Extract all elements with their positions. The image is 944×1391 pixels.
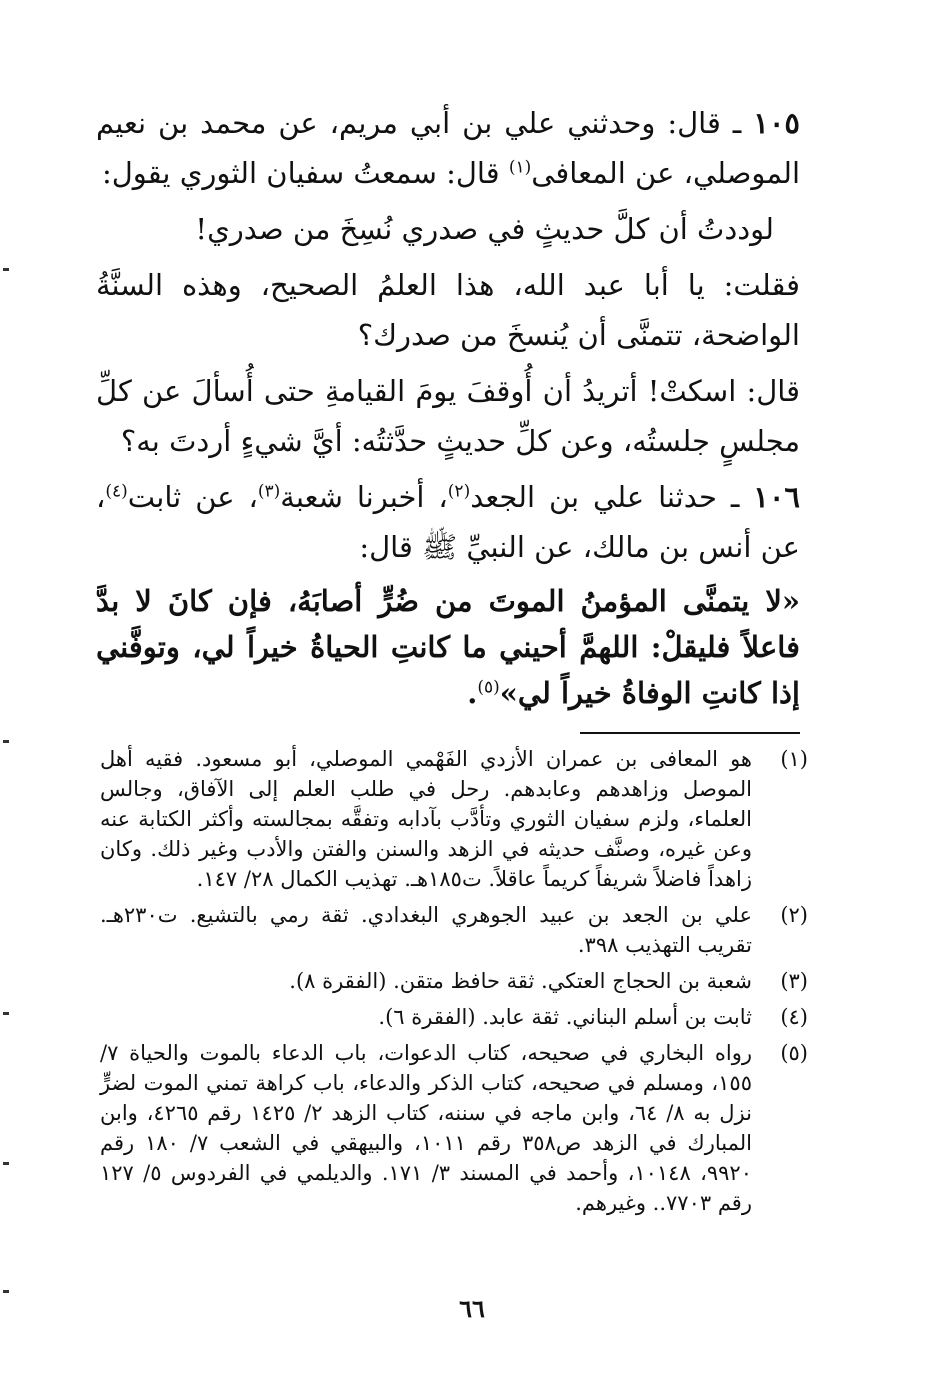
footnote-number: (٥)	[780, 1041, 808, 1065]
footnote-number: (٢)	[780, 903, 808, 927]
footnote-number: (٤)	[780, 1005, 808, 1029]
hadith-text	[96, 578, 800, 716]
hadith-body: «لا يتمنَّى المؤمنُ الموتَ من ضُرٍّ أصابَهُ، فإن كانَ لا بدَّ فاعلاً فليقلْ: اللهمَّ أحيني ما كانتِ الحياةُ خيراً لي، وتوفَّني إذا كانتِ الوفاةُ خيراً لي»	[96, 584, 800, 710]
footnote	[100, 744, 808, 894]
footnote-number: (٣)	[780, 969, 808, 993]
paragraph-text: ـ حدثنا علي بن الجعد	[470, 480, 754, 514]
footnote-ref: (٤)	[105, 481, 128, 502]
paragraph-106	[96, 472, 800, 572]
footnote-text: رواه البخاري في صحيحه، كتاب الدعوات، باب الدعاء بالموت والحياة ٧/ ١٥٥، ومسلم في صحيحه، كتاب الذكر والدعاء، باب كراهة تمني الموت لضرٍّ نزل به ٨/ ٦٤، وابن ماجه في سننه، كتاب الزهد ٢/ ١٤٢٥ رقم ٤٢٦٥، وابن المبارك في الزهد ص٣٥٨ رقم ١٠١١، والبيهقي في الشعب ٧/ ١٨٠ رقم ٩٩٢٠، ١٠١٤٨، وأحمد في المسند ٣/ ١٧١. والديلمي في الفردوس ٥/ ١٢٧ رقم ٧٧٠٣.. وغيرهم.	[100, 1041, 752, 1215]
paragraph-text: ، أخبرنا شعبة	[280, 480, 448, 514]
page-number: ٦٦	[459, 1294, 485, 1323]
quote-text: لوددتُ أن كلَّ حديثٍ في صدري نُسِخَ من صدري!	[195, 212, 774, 246]
scan-mark	[3, 1012, 9, 1015]
footnote	[100, 1002, 808, 1032]
footnote	[100, 966, 808, 996]
footnote-divider	[580, 732, 800, 734]
footnote-ref: (٥)	[477, 677, 500, 698]
footnote-text: علي بن الجعد بن عبيد الجوهري البغدادي. ثقة رمي بالتشيع. ت٢٣٠هـ. تقريب التهذيب ٣٩٨.	[100, 903, 752, 957]
scan-mark	[3, 1290, 9, 1293]
footnotes	[100, 744, 808, 1224]
footnote	[100, 900, 808, 960]
footnote-text: هو المعافى بن عمران الأزدي الفَهْمي الموصلي، أبو مسعود. فقيه أهل الموصل وزاهدهم وعابدهم. رحل في طلب العلم إلى الآفاق، وجالس العلماء، ولزم سفيان الثوري وتأدَّب بآدابه وتفقَّه بمجالسته وأكثر الكتابة عنه وعن غيره، وصنَّف حديثه في الزهد والسنن والفتن والأدب وغير ذلك. وكان زاهداً فاضلاً شريفاً كريماً عاقلاً. ت١٨٥هـ. تهذيب الكمال ٢٨/ ١٤٧.	[100, 747, 752, 891]
answer-paragraph: قال: اسكتْ! أتريدُ أن أُوقفَ يومَ القيامةِ حتى أُسألَ عن كلِّ مجلسٍ جلستُه، وعن كلِّ حديثٍ حدَّثتُه: أيَّ شيءٍ أردتَ به؟	[96, 374, 800, 458]
hadith-end: .	[467, 676, 478, 710]
main-text	[96, 98, 800, 716]
paragraph-text: ، عن ثابت	[127, 480, 258, 514]
paragraph-text: ـ قال: وحدثني علي بن أبي مريم، عن محمد بن نعيم الموصلي، عن المعافى	[96, 106, 800, 190]
paragraph-number: ١٠٥	[753, 106, 800, 140]
footnote-text: شعبة بن الحجاج العتكي. ثقة حافظ متقن. (الفقرة ٨).	[289, 969, 752, 993]
footnote	[100, 1038, 808, 1218]
footnote-ref: (٣)	[257, 481, 281, 502]
scan-mark	[3, 740, 9, 743]
paragraph-105	[96, 98, 800, 198]
paragraph-number: ١٠٦	[753, 480, 800, 514]
footnote-number: (١)	[780, 747, 808, 771]
scan-mark	[3, 268, 9, 271]
question-paragraph: فقلت: يا أبا عبد الله، هذا العلمُ الصحيح، وهذه السنَّةُ الواضحة، تتمنَّى أن يُنسخَ من صدرك؟	[96, 268, 800, 352]
footnote-ref: (١)	[508, 157, 532, 178]
footnote-ref: (٢)	[447, 481, 471, 502]
footnote-text: ثابت بن أسلم البناني. ثقة عابد. (الفقرة ٦).	[378, 1005, 752, 1029]
paragraph-text: قال: سمعتُ سفيان الثوري يقول:	[101, 156, 509, 190]
scan-mark	[3, 1162, 9, 1165]
paragraph-text: ، عن أنس بن مالك، عن النبيِّ ﷺ قال:	[96, 480, 800, 564]
